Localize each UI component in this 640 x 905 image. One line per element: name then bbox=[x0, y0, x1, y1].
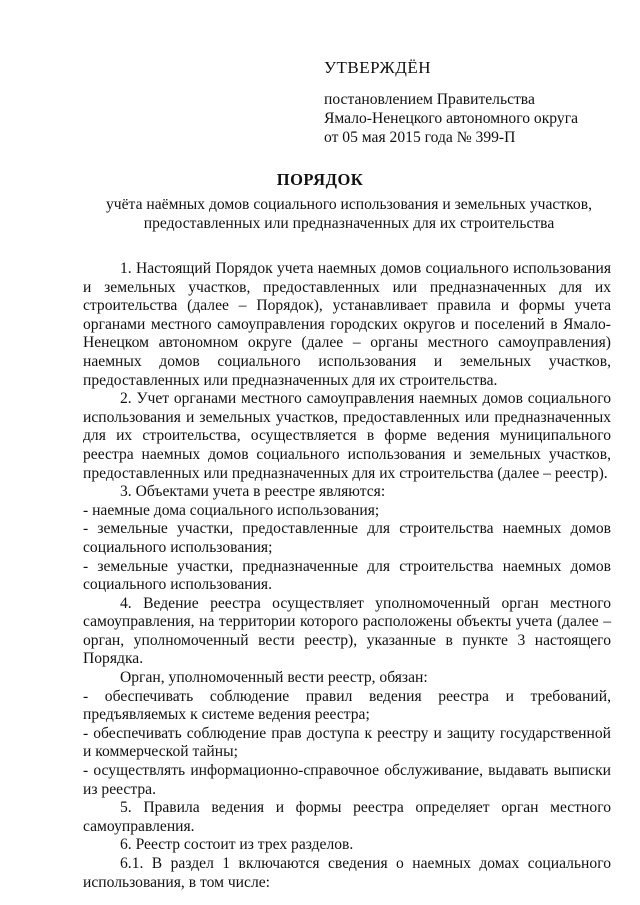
paragraph-6: 6. Реестр состоит из трех разделов. bbox=[120, 836, 354, 854]
paragraph-3: 3. Объектами учета в реестре являются: bbox=[120, 483, 386, 501]
paragraph-6-1: 6.1. В раздел 1 включаются сведения о наемных домах социального использования, в том числе: bbox=[83, 855, 611, 891]
list-item: - обеспечивать соблюдение правил ведения реестра и требований, предъявляемых к системе ведения реестра; bbox=[83, 687, 611, 724]
approval-line: постановлением Правительства bbox=[324, 91, 535, 108]
list-item: - земельные участки, предоставленные для строительства наемных домов социального использования; bbox=[83, 520, 611, 556]
paragraph-4: 4. Ведение реестра осуществляет уполномоченный орган местного самоуправления, на территории которого расположены объекты учета (далее – орган, уполномоченный вести реестр), указанные в пункте 3 настоящего Порядка. bbox=[83, 594, 611, 668]
document-subtitle: учёта наёмных домов социального использования и земельных участков, предоставленных или предназначенных для их строительства bbox=[106, 196, 592, 232]
list-item: - осуществлять информационно-справочное обслуживание, выдавать выписки из реестра. bbox=[83, 762, 611, 798]
paragraph-5: 5. Правила ведения и формы реестра определяет орган местного самоуправления. bbox=[83, 799, 611, 835]
approval-line: Ямало-Ненецкого автономного округа bbox=[324, 110, 579, 127]
paragraph-2: 2. Учет органами местного самоуправления наемных домов социального использования и земельных участков, предоставленных или предназначенных для их строительства, осуществляется в форме ведения муниципального реестра наемных домов социального использования и земельных участков, предоставленных или предназначенных для их строительства (далее – реестр). bbox=[83, 390, 611, 482]
paragraph-duties: Орган, уполномоченный вести реестр, обязан: bbox=[120, 669, 428, 687]
list-item: - обеспечивать соблюдение прав доступа к реестру и защиту государственной и коммерческой тайны; bbox=[83, 724, 611, 761]
document-title: ПОРЯДОК bbox=[276, 170, 364, 189]
approval-stamp bbox=[324, 58, 578, 147]
paragraph-1: 1. Настоящий Порядок учета наемных домов социального использования и земельных участков, предоставленных или предназначенных для их строительства (далее – Порядок), устанавливает правила и формы учета органами местного самоуправления городских округов и поселений в Ямало-Ненецком автономном округе (далее – органы местного самоуправления) наемных домов социального использования и земельных участков, предоставленных или предназначенных для их строительства. bbox=[83, 260, 611, 389]
approval-title: УТВЕРЖДЁН bbox=[324, 58, 431, 77]
list-item: - наемные дома социального использования; bbox=[83, 501, 380, 519]
list-item: - земельные участки, предназначенные для строительства наемных домов социального использования. bbox=[83, 557, 611, 594]
approval-line: от 05 мая 2015 года № 399-П bbox=[324, 129, 516, 146]
document-body bbox=[83, 260, 611, 892]
